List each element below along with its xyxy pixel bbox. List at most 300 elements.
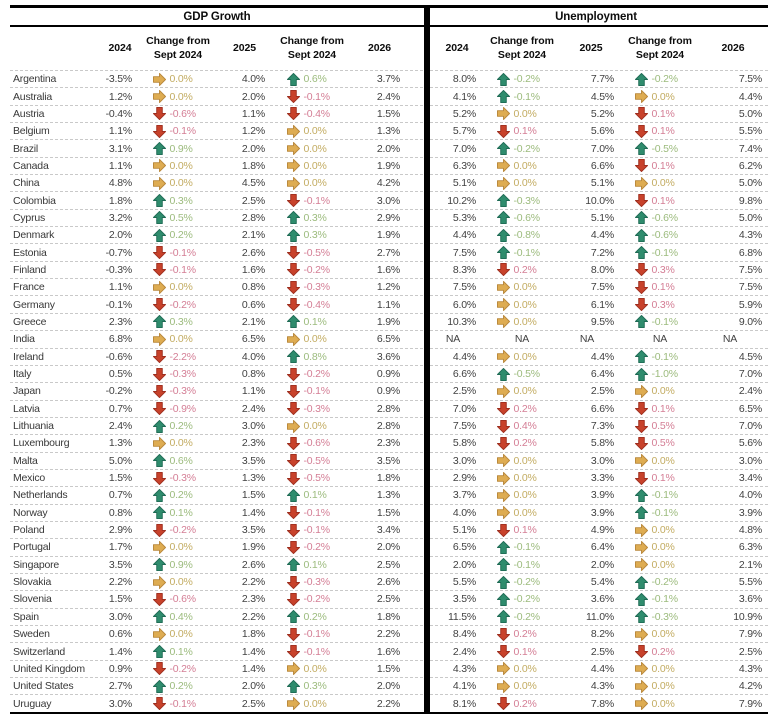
country-label: Greece [13,315,47,328]
change-value: 0.1% [303,558,327,571]
right-arrow-icon [497,281,510,294]
gdp-change-from-sept-2024-second [273,472,351,485]
change-value: -0.5% [303,454,330,467]
change-value: 0.1% [651,159,675,172]
unemployment-change-from-sept-2024-second [622,333,698,345]
unemployment-2024-value: 5.5% [452,576,476,589]
unemployment-change-2-header: Change from Sept 2024 [628,35,692,61]
down-arrow-icon [153,246,166,259]
change-value: 0.3% [303,229,327,242]
gdp-change-from-sept-2024-first [140,558,216,571]
unemployment-change-from-sept-2024-second [622,697,698,710]
change-value: -0.3% [169,368,196,381]
change-value: 0.0% [303,662,327,675]
country-label: Netherlands [13,489,68,502]
panel-divider [424,5,430,714]
gdp-change-from-sept-2024-first [140,662,216,675]
change-value: 0.3% [169,315,193,328]
gdp-change-from-sept-2024-second [273,610,351,623]
unemployment-2025-value: 10.0% [585,194,614,207]
table-row [10,365,768,382]
country-label: Uruguay [13,697,52,710]
gdp-2025-value: 0.6% [241,298,265,311]
unemployment-change-from-sept-2024-second [622,610,698,623]
unemployment-panel-title: Unemployment [555,10,637,23]
down-arrow-icon [153,402,166,415]
unemployment-2024-value: 4.0% [452,506,476,519]
table-row [10,226,768,243]
unemployment-2026-value: 2.4% [738,385,762,398]
gdp-2025-value: 2.0% [241,680,265,693]
gdp-change-from-sept-2024-first [140,610,216,623]
country-label: Mexico [13,472,46,485]
unemployment-2025-value: 7.8% [590,697,614,710]
gdp-2024-value: 2.9% [108,524,132,537]
unemployment-2026-value: 3.6% [738,593,762,606]
right-arrow-icon [153,628,166,641]
unemployment-2025-value: 3.0% [590,454,614,467]
unemployment-2026-value: 4.2% [738,680,762,693]
country-label: Luxembourg [13,437,70,450]
gdp-2026-value: 2.5% [376,593,400,606]
gdp-2026-value: 1.5% [376,506,400,519]
up-arrow-icon [635,489,648,502]
table-row [10,174,768,191]
change-value: -0.2% [169,524,196,537]
change-value: 0.0% [651,680,675,693]
gdp-2025-value: 1.1% [241,385,265,398]
change-value: -0.1% [303,194,330,207]
change-value: -0.4% [303,107,330,120]
down-arrow-icon [153,125,166,138]
gdp-2025-value: 2.6% [241,558,265,571]
right-arrow-icon [497,159,510,172]
gdp-change-from-sept-2024-second [273,142,351,155]
country-label: Cyprus [13,211,46,224]
unemployment-2026-value: 5.0% [738,177,762,190]
gdp-2024-value: 1.3% [108,437,132,450]
change-value: 0.1% [513,645,537,658]
gdp-2026-value: 2.0% [376,142,400,155]
change-value: NA [652,333,668,346]
change-value: 0.0% [169,576,193,589]
country-label: Italy [13,368,32,381]
right-arrow-icon [153,576,166,589]
country-label: Brazil [13,142,39,155]
gdp-change-from-sept-2024-first [140,472,216,485]
change-value: 0.0% [651,558,675,571]
unemployment-2024-value: 4.1% [452,90,476,103]
change-value: -0.1% [513,558,540,571]
gdp-2026-value: 3.4% [376,524,400,537]
change-value: 0.0% [513,662,537,675]
change-value: 0.2% [513,437,537,450]
change-value: 0.0% [651,662,675,675]
down-arrow-icon [287,576,300,589]
gdp-2025-value: 0.8% [241,281,265,294]
down-arrow-icon [635,263,648,276]
unemployment-2025-value: NA [579,333,595,346]
change-value: 0.1% [513,125,537,138]
gdp-change-from-sept-2024-second [273,350,351,363]
change-value: -0.1% [651,246,678,259]
change-value: 0.0% [303,125,327,138]
change-value: -0.5% [303,246,330,259]
change-value: 0.1% [651,125,675,138]
down-arrow-icon [287,90,300,103]
unemployment-change-from-sept-2024-first [484,298,560,311]
unemployment-change-from-sept-2024-second [622,246,698,259]
change-value: -0.3% [303,281,330,294]
unemployment-2026-value: 6.3% [738,541,762,554]
down-arrow-icon [287,298,300,311]
unemployment-2025-value: 7.2% [590,246,614,259]
unemployment-2025-value: 6.1% [590,298,614,311]
gdp-2026-value: 4.2% [376,177,400,190]
unemployment-2025-value: 5.8% [590,437,614,450]
gdp-change-from-sept-2024-second [273,315,351,328]
gdp-2024-value: 1.1% [108,159,132,172]
change-value: -0.5% [651,142,678,155]
unemployment-2024-value: 4.3% [452,662,476,675]
change-value: -0.1% [513,246,540,259]
gdp-change-2-header: Change from Sept 2024 [280,35,344,61]
gdp-2026-value: 0.9% [376,368,400,381]
gdp-change-from-sept-2024-first [140,125,216,138]
table-row [10,348,768,365]
gdp-2026-value: 2.3% [376,437,400,450]
unemployment-2025-value: 4.4% [590,350,614,363]
change-value: 0.1% [513,524,537,537]
gdp-2026-value: 6.5% [376,333,400,346]
down-arrow-icon [635,298,648,311]
gdp-change-from-sept-2024-first [140,402,216,415]
unemployment-change-from-sept-2024-first [484,263,560,276]
unemployment-2024-value: 7.5% [452,246,476,259]
gdp-change-from-sept-2024-first [140,333,216,346]
change-value: 0.9% [169,142,193,155]
title-row [10,5,768,27]
up-arrow-icon [287,350,300,363]
table-row [10,330,768,347]
country-label: Australia [13,90,53,103]
gdp-2025-value: 2.2% [241,576,265,589]
gdp-2026-value: 2.2% [376,697,400,710]
unemployment-2025-value: 3.6% [590,593,614,606]
gdp-2025-value: 2.4% [241,402,265,415]
right-arrow-icon [497,298,510,311]
up-arrow-icon [497,90,510,103]
gdp-2024-value: -0.4% [105,107,132,120]
unemployment-2026-value: 10.9% [733,610,762,623]
unemployment-2026-value: 5.0% [738,107,762,120]
unemployment-2026-value: 7.5% [738,281,762,294]
unemployment-2026-value: NA [722,333,738,346]
unemployment-change-from-sept-2024-first [484,558,560,571]
change-value: -0.1% [303,385,330,398]
gdp-change-from-sept-2024-first [140,177,216,190]
unemployment-change-from-sept-2024-first [484,680,560,693]
change-value: 0.0% [303,177,327,190]
right-arrow-icon [287,697,300,710]
unemployment-change-from-sept-2024-first [484,333,560,345]
gdp-change-from-sept-2024-first [140,229,216,242]
change-value: -0.2% [513,73,540,86]
gdp-change-from-sept-2024-second [273,576,351,589]
change-value: 0.0% [169,73,193,86]
right-arrow-icon [497,350,510,363]
unemployment-2025-value: 6.4% [590,368,614,381]
up-arrow-icon [287,680,300,693]
table-row [10,504,768,521]
change-value: 0.6% [169,454,193,467]
unemployment-2024-value: 10.2% [447,194,476,207]
up-arrow-icon [287,489,300,502]
down-arrow-icon [287,368,300,381]
unemployment-2026-value: 2.1% [738,558,762,571]
down-arrow-icon [635,281,648,294]
unemployment-2025-value: 7.5% [590,281,614,294]
change-value: -0.1% [513,541,540,554]
table-row [10,434,768,451]
gdp-2025-value: 1.2% [241,125,265,138]
gdp-change-from-sept-2024-second [273,263,351,276]
unemployment-2025-value: 3.3% [590,472,614,485]
unemployment-change-from-sept-2024-second [622,73,698,86]
gdp-2026-value: 2.4% [376,90,400,103]
unemployment-change-from-sept-2024-second [622,385,698,398]
gdp-change-from-sept-2024-first [140,281,216,294]
down-arrow-icon [287,281,300,294]
down-arrow-icon [497,628,510,641]
gdp-2024-value: 1.1% [108,281,132,294]
up-arrow-icon [153,194,166,207]
table-row [10,538,768,555]
unemployment-change-from-sept-2024-second [622,593,698,606]
gdp-2024-value: -0.7% [105,246,132,259]
gdp-2025-value: 4.5% [241,177,265,190]
up-arrow-icon [497,541,510,554]
change-value: 0.0% [513,506,537,519]
gdp-2026-value: 1.5% [376,107,400,120]
down-arrow-icon [635,420,648,433]
down-arrow-icon [153,107,166,120]
gdp-change-from-sept-2024-second [273,298,351,311]
unemployment-2024-value: 2.4% [452,645,476,658]
change-value: -0.1% [513,90,540,103]
change-value: 0.0% [303,142,327,155]
country-label: China [13,177,40,190]
gdp-2026-value: 1.9% [376,315,400,328]
gdp-change-from-sept-2024-first [140,420,216,433]
gdp-2026-value: 2.2% [376,628,400,641]
unemployment-2024-value: 7.5% [452,420,476,433]
down-arrow-icon [287,385,300,398]
unemployment-2025-value: 2.0% [590,558,614,571]
change-value: 0.1% [651,402,675,415]
gdp-change-from-sept-2024-first [140,593,216,606]
unemployment-change-from-sept-2024-first [484,73,560,86]
gdp-change-from-sept-2024-second [273,420,351,433]
change-value: 0.0% [651,177,675,190]
right-arrow-icon [635,524,648,537]
gdp-2024-value: 2.2% [108,576,132,589]
unemployment-2026-value: 5.9% [738,298,762,311]
gdp-change-from-sept-2024-second [273,281,351,294]
up-arrow-icon [153,454,166,467]
gdp-2026-value: 2.0% [376,680,400,693]
table-row [10,556,768,573]
unemployment-2026-value: 9.0% [738,315,762,328]
country-label: United Kingdom [13,662,85,675]
change-value: NA [514,333,530,346]
change-value: 0.0% [169,177,193,190]
change-value: -0.1% [169,697,196,710]
unemployment-2025-value: 9.5% [590,315,614,328]
change-value: 0.0% [303,333,327,346]
country-label: Portugal [13,541,51,554]
down-arrow-icon [635,194,648,207]
unemployment-2024-value: 8.4% [452,628,476,641]
change-value: 0.0% [169,90,193,103]
unemployment-2024-value: 5.1% [452,177,476,190]
down-arrow-icon [287,454,300,467]
right-arrow-icon [287,125,300,138]
gdp-2025-value: 1.1% [241,107,265,120]
change-value: 0.1% [651,472,675,485]
unemployment-2024-value: 6.0% [452,298,476,311]
right-arrow-icon [497,472,510,485]
down-arrow-icon [287,472,300,485]
unemployment-change-from-sept-2024-second [622,90,698,103]
unemployment-change-from-sept-2024-second [622,211,698,224]
unemployment-change-from-sept-2024-first [484,246,560,259]
change-value: -0.6% [651,211,678,224]
unemployment-2026-value: 4.3% [738,229,762,242]
gdp-change-from-sept-2024-second [273,159,351,172]
unemployment-2024-value: 7.5% [452,281,476,294]
gdp-2025-value: 1.8% [241,628,265,641]
unemployment-change-from-sept-2024-first [484,662,560,675]
right-arrow-icon [635,697,648,710]
gdp-change-from-sept-2024-second [273,246,351,259]
up-arrow-icon [153,420,166,433]
gdp-2026-value: 1.6% [376,645,400,658]
country-label: Norway [13,506,48,519]
unemployment-2024-value: 3.5% [452,593,476,606]
change-value: -0.2% [513,142,540,155]
economic-outlook-table [10,5,768,714]
table-row [10,642,768,659]
right-arrow-icon [287,159,300,172]
gdp-2024-value: 0.7% [108,489,132,502]
gdp-change-from-sept-2024-first [140,194,216,207]
gdp-2025-value: 2.5% [241,697,265,710]
gdp-2025-value: 3.0% [241,420,265,433]
right-arrow-icon [635,177,648,190]
unemployment-change-from-sept-2024-first [484,315,560,328]
change-value: 0.1% [303,315,327,328]
unemployment-change-from-sept-2024-first [484,368,560,381]
unemployment-change-from-sept-2024-second [622,576,698,589]
gdp-2024-value: 0.7% [108,402,132,415]
unemployment-2026-value: 3.0% [738,454,762,467]
gdp-change-from-sept-2024-second [273,662,351,675]
right-arrow-icon [497,506,510,519]
unemployment-2026-value: 6.5% [738,402,762,415]
change-value: 0.0% [513,350,537,363]
unemployment-change-from-sept-2024-first [484,472,560,485]
country-label: Colombia [13,194,56,207]
up-arrow-icon [497,73,510,86]
gdp-change-from-sept-2024-first [140,73,216,86]
unemployment-change-from-sept-2024-first [484,697,560,710]
unemployment-change-from-sept-2024-second [622,454,698,467]
up-arrow-icon [497,368,510,381]
down-arrow-icon [287,263,300,276]
unemployment-2024-value: 2.0% [452,558,476,571]
table-row [10,417,768,434]
change-value: 0.0% [513,472,537,485]
unemployment-change-from-sept-2024-first [484,90,560,103]
unemployment-change-from-sept-2024-first [484,194,560,207]
right-arrow-icon [287,420,300,433]
up-arrow-icon [635,576,648,589]
change-value: 0.0% [513,107,537,120]
gdp-change-from-sept-2024-first [140,489,216,502]
table-row [10,625,768,642]
change-value: -0.1% [169,246,196,259]
change-value: 0.1% [651,194,675,207]
unemployment-2025-value: 7.7% [590,73,614,86]
change-value: -0.6% [169,107,196,120]
right-arrow-icon [497,107,510,120]
unemployment-change-from-sept-2024-second [622,506,698,519]
change-value: 0.2% [513,628,537,641]
change-value: 0.0% [303,159,327,172]
right-arrow-icon [497,489,510,502]
unemployment-change-from-sept-2024-second [622,125,698,138]
change-value: 0.0% [169,437,193,450]
down-arrow-icon [497,125,510,138]
down-arrow-icon [287,628,300,641]
gdp-2024-value: 3.0% [108,610,132,623]
unemployment-change-from-sept-2024-first [484,350,560,363]
gdp-2025-header: 2025 [233,41,256,54]
gdp-change-from-sept-2024-first [140,680,216,693]
unemployment-2026-value: 6.8% [738,246,762,259]
down-arrow-icon [635,437,648,450]
gdp-change-from-sept-2024-first [140,159,216,172]
country-label: United States [13,680,74,693]
table-row [10,209,768,226]
unemployment-change-from-sept-2024-second [622,194,698,207]
change-value: -0.6% [513,211,540,224]
country-label: Latvia [13,402,40,415]
down-arrow-icon [153,524,166,537]
unemployment-2026-value: 3.9% [738,506,762,519]
down-arrow-icon [153,662,166,675]
gdp-2026-value: 1.9% [376,159,400,172]
unemployment-change-from-sept-2024-first [484,402,560,415]
change-value: 0.8% [303,350,327,363]
gdp-2026-value: 2.7% [376,246,400,259]
down-arrow-icon [287,194,300,207]
change-value: 0.0% [169,541,193,554]
up-arrow-icon [287,229,300,242]
change-value: 0.5% [169,211,193,224]
gdp-change-from-sept-2024-second [273,402,351,415]
